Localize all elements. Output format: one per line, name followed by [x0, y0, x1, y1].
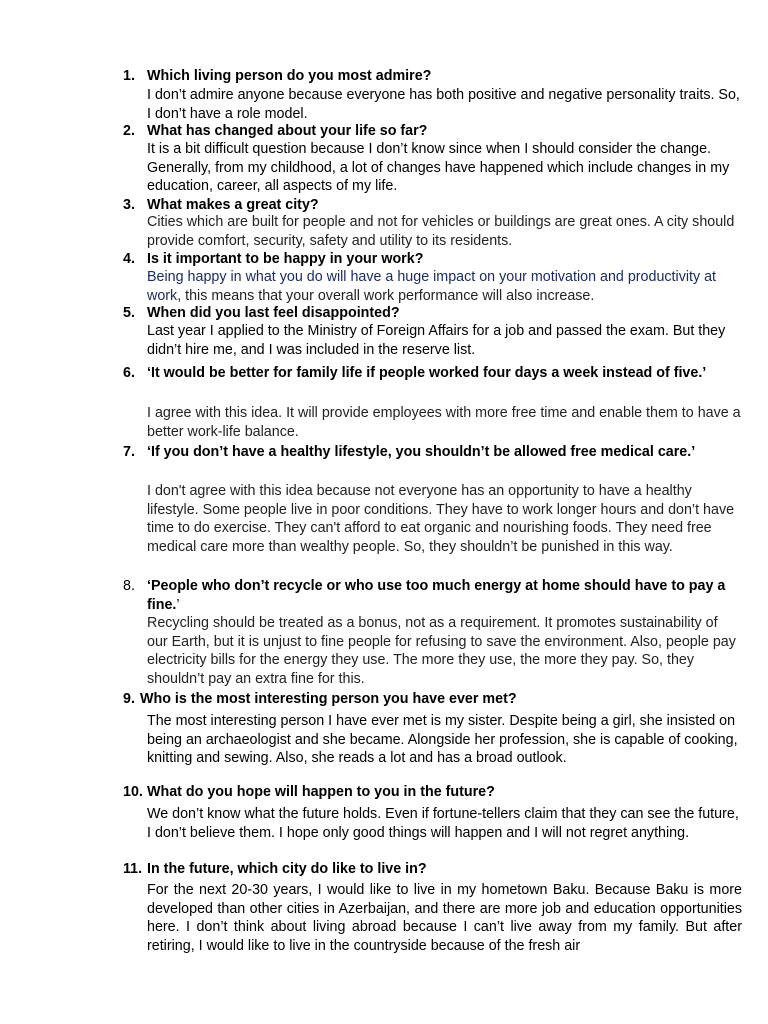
question-text: Is it important to be happy in your work?	[147, 251, 424, 267]
answer-text: I don’t admire anyone because everyone has both positive and negative personality traits. So, I don’t have a role model.	[147, 87, 740, 122]
question-text: What do you hope will happen to you in the future?	[147, 784, 495, 800]
answer-text: I don't agree with this idea because not everyone has an opportunity to have a healthy lifestyle. Some people live in poor conditions. They have to work longer hours and don’t have time to do exercise. They can't afford to eat organic and nourishing foods. They need free medical care more than wealthy people. So, they shouldn’t be punished in this way.	[147, 483, 735, 555]
answer-rest: , this means that your overall work performance will also increase.	[177, 287, 595, 304]
answer-text: Last year I applied to the Ministry of Foreign Affairs for a job and passed the exam. But they didn’t hire me, and I was included in the reserve list.	[147, 323, 726, 358]
answer-text: It is a bit difficult question because I don’t know since when I should consider the change. Generally, from my childhood, a lot of changes have happened which include changes in my education, career, all aspects of my life.	[147, 141, 730, 195]
question-text: ‘If you don’t have a healthy lifestyle, you shouldn’t be allowed free medical care.’	[147, 444, 696, 460]
question-main: ‘People who don’t recycle or who use too much energy at home should have to pay a fine.	[147, 578, 726, 613]
item-number: 11.	[123, 861, 143, 877]
answer-text: Cities which are built for people and not for vehicles or buildings are great ones. A city should provide comfort, security, safety and utility to its residents.	[147, 214, 735, 249]
answer-text: The most interesting person I have ever met is my sister. Despite being a girl, she insisted on being an archaeologist and she became. Alongside her profession, she is capable of cooking, knitting and sewing. Also, she reads a lot and has a broad outlook.	[147, 713, 738, 767]
item-number: 3.	[123, 197, 135, 213]
question-text: Which living person do you most admire?	[147, 68, 432, 84]
question-text: ‘It would be better for family life if people worked four days a week instead of five.’	[147, 365, 707, 381]
answer-highlight: Being happy in what you do will have a huge impact on your motivation and productivity at work	[147, 269, 717, 304]
question-text: Who is the most interesting person you have ever met?	[140, 691, 517, 707]
item-number: 4.	[123, 251, 135, 267]
item-number: 1.	[123, 68, 135, 84]
answer-text: We don’t know what the future holds. Even if fortune-tellers claim that they can see the future, I don’t believe them. I hope only good things will happen and I will not regret anything.	[147, 806, 739, 841]
answer-text: For the next 20-30 years, I would like to live in my hometown Baku. Because Baku is more developed than other cities in Azerbaijan, and there are more job and education opportunities here. I don’t think about living abroad because I can’t live away from my family. But after retiring, I would like to live in the countryside because of the fresh air	[147, 882, 742, 954]
item-number: 9.	[123, 691, 135, 707]
item-number: 7.	[123, 444, 135, 460]
question-text: When did you last feel disappointed?	[147, 305, 400, 321]
answer-text	[147, 268, 742, 305]
question-text	[147, 577, 742, 614]
answer-text: Recycling should be treated as a bonus, not as a requirement. It promotes sustainability of our Earth, but it is unjust to fine people for refusing to save the environment. Also, people pay electricity bills for the energy they use. The more they use, the more they pay. So, they shouldn’t pay an extra fine for this.	[147, 615, 736, 687]
answer-text: I agree with this idea. It will provide employees with more free time and enable them to have a better work-life balance.	[147, 405, 741, 440]
question-closing-quote: ’	[176, 596, 180, 613]
item-number: 10.	[123, 784, 143, 800]
item-number: 5.	[123, 305, 135, 321]
question-text: What has changed about your life so far?	[147, 123, 428, 139]
item-number: 8.	[123, 578, 135, 594]
item-number: 6.	[123, 365, 135, 381]
question-text: In the future, which city do like to live in?	[147, 861, 427, 877]
question-text: What makes a great city?	[147, 197, 319, 213]
item-number: 2.	[123, 123, 135, 139]
